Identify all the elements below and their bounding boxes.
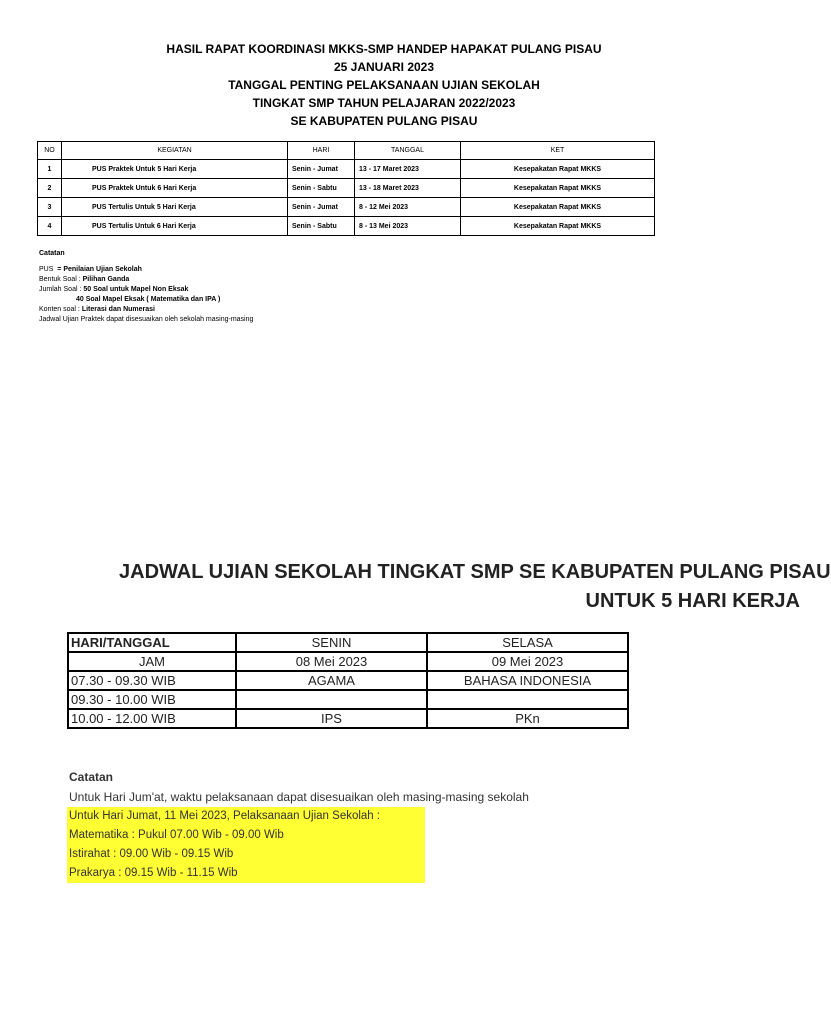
table-row: [68, 709, 628, 728]
cell-day: SELASA: [427, 633, 628, 652]
header-line-1: HASIL RAPAT KOORDINASI MKKS-SMP HANDEP HAPAKAT PULANG PISAU: [166, 42, 602, 56]
note-konten-label: Konten soal :: [39, 306, 80, 313]
note-jumlah: [39, 285, 253, 295]
cell-tanggal: 8 - 12 Mei 2023: [355, 198, 461, 217]
cell-subject: AGAMA: [236, 671, 427, 690]
highlight-line: Matematika : Pukul 07.00 Wib - 09.00 Wib: [69, 829, 284, 841]
col-header-tanggal: TANGGAL: [355, 142, 461, 160]
schedule-subtitle-text: UNTUK 5 HARI KERJA: [585, 590, 800, 612]
notes-title: Catatan: [39, 250, 65, 257]
schedule-subtitle: [300, 587, 800, 615]
table-row: [38, 179, 655, 198]
cell-time: 10.00 - 12.00 WIB: [68, 709, 236, 728]
table-row: [38, 198, 655, 217]
schedule-title: JADWAL UJIAN SEKOLAH TINGKAT SMP SE KABUPATEN PULANG PISAU: [119, 561, 831, 583]
note-bentuk-label: Bentuk Soal :: [39, 276, 81, 283]
col-header-ket: KET: [461, 142, 655, 160]
note-jumlah-label: Jumlah Soal :: [39, 286, 82, 293]
table-row: [68, 671, 628, 690]
header-line-3: TANGGAL PENTING PELAKSANAAN UJIAN SEKOLAH: [228, 78, 540, 92]
note-jumlah-value: 50 Soal untuk Mapel Non Eksak: [83, 286, 189, 293]
cell-no: 2: [38, 179, 62, 198]
cell-date: 09 Mei 2023: [427, 652, 628, 671]
cell-hari-tanggal: HARI/TANGGAL: [68, 633, 236, 652]
note-jadwal: Jadwal Ujian Praktek dapat disesuaikan oleh sekolah masing-masing: [39, 316, 254, 323]
cell-time: 07.30 - 09.30 WIB: [68, 671, 236, 690]
cell-no: 4: [38, 217, 62, 236]
header-line-4: TINGKAT SMP TAHUN PELAJARAN 2022/2023: [252, 96, 516, 110]
schedule-summary-table: [37, 141, 655, 236]
cell-hari: Senin - Sabtu: [288, 217, 355, 236]
highlighted-notes: [67, 807, 425, 883]
cell-subject: BAHASA INDONESIA: [427, 671, 628, 690]
note-jumlah-value-2: 40 Soal Mapel Eksak ( Matematika dan IPA ): [76, 296, 221, 303]
note-bentuk: [39, 275, 253, 285]
cell-ket: Kesepakatan Rapat MKKS: [461, 179, 655, 198]
cell-subject: [427, 690, 628, 709]
cell-kegiatan: PUS Tertulis Untuk 6 Hari Kerja: [62, 217, 288, 236]
note-konten: [39, 305, 253, 315]
cell-tanggal: 13 - 17 Maret 2023: [355, 160, 461, 179]
table-row: [38, 160, 655, 179]
schedule-notes-title: Catatan: [69, 770, 114, 784]
table-row: [68, 690, 628, 709]
cell-kegiatan: PUS Praktek Untuk 5 Hari Kerja: [62, 160, 288, 179]
note-konten-value: Literasi dan Numerasi: [81, 306, 155, 313]
col-header-kegiatan: KEGIATAN: [62, 142, 288, 160]
cell-no: 3: [38, 198, 62, 217]
cell-date: 08 Mei 2023: [236, 652, 427, 671]
cell-jam: JAM: [68, 652, 236, 671]
cell-no: 1: [38, 160, 62, 179]
cell-subject: PKn: [427, 709, 628, 728]
col-header-hari: HARI: [288, 142, 355, 160]
cell-kegiatan: PUS Praktek Untuk 6 Hari Kerja: [62, 179, 288, 198]
header-line-2: 25 JANUARI 2023: [333, 60, 435, 74]
exam-schedule-table-wrapper: [67, 632, 604, 736]
cell-ket: Kesepakatan Rapat MKKS: [461, 217, 655, 236]
note-pus-value: = Penilaian Ujian Sekolah: [57, 266, 142, 273]
cell-ket: Kesepakatan Rapat MKKS: [461, 160, 655, 179]
note-bentuk-value: Pilihan Ganda: [82, 276, 130, 283]
col-header-no: NO: [38, 142, 62, 160]
cell-time: 09.30 - 10.00 WIB: [68, 690, 236, 709]
schedule-note-friday: Untuk Hari Jum'at, waktu pelaksanaan dapat disesuaikan oleh masing-masing sekolah: [69, 790, 529, 804]
highlight-line: Istirahat : 09.00 Wib - 09.15 Wib: [69, 848, 234, 860]
header-line-5: SE KABUPATEN PULANG PISAU: [290, 114, 478, 128]
table-row: [38, 217, 655, 236]
highlight-line: Prakarya : 09.15 Wib - 11.15 Wib: [69, 867, 238, 879]
cell-tanggal: 13 - 18 Maret 2023: [355, 179, 461, 198]
cell-hari: Senin - Sabtu: [288, 179, 355, 198]
table-header-row: [38, 142, 655, 160]
cell-tanggal: 8 - 13 Mei 2023: [355, 217, 461, 236]
cell-kegiatan: PUS Tertulis Untuk 5 Hari Kerja: [62, 198, 288, 217]
table-row: [68, 633, 628, 652]
notes-section: [39, 249, 253, 325]
note-pus: [39, 265, 253, 275]
cell-ket: Kesepakatan Rapat MKKS: [461, 198, 655, 217]
cell-hari: Senin - Jumat: [288, 198, 355, 217]
note-pus-label: PUS: [39, 266, 54, 273]
cell-day: SENIN: [236, 633, 427, 652]
table-row: [68, 652, 628, 671]
cell-hari: Senin - Jumat: [288, 160, 355, 179]
exam-schedule-table: [67, 632, 629, 729]
highlight-line: Untuk Hari Jumat, 11 Mei 2023, Pelaksanaan Ujian Sekolah :: [69, 810, 381, 822]
cell-subject: [236, 690, 427, 709]
cell-subject: IPS: [236, 709, 427, 728]
